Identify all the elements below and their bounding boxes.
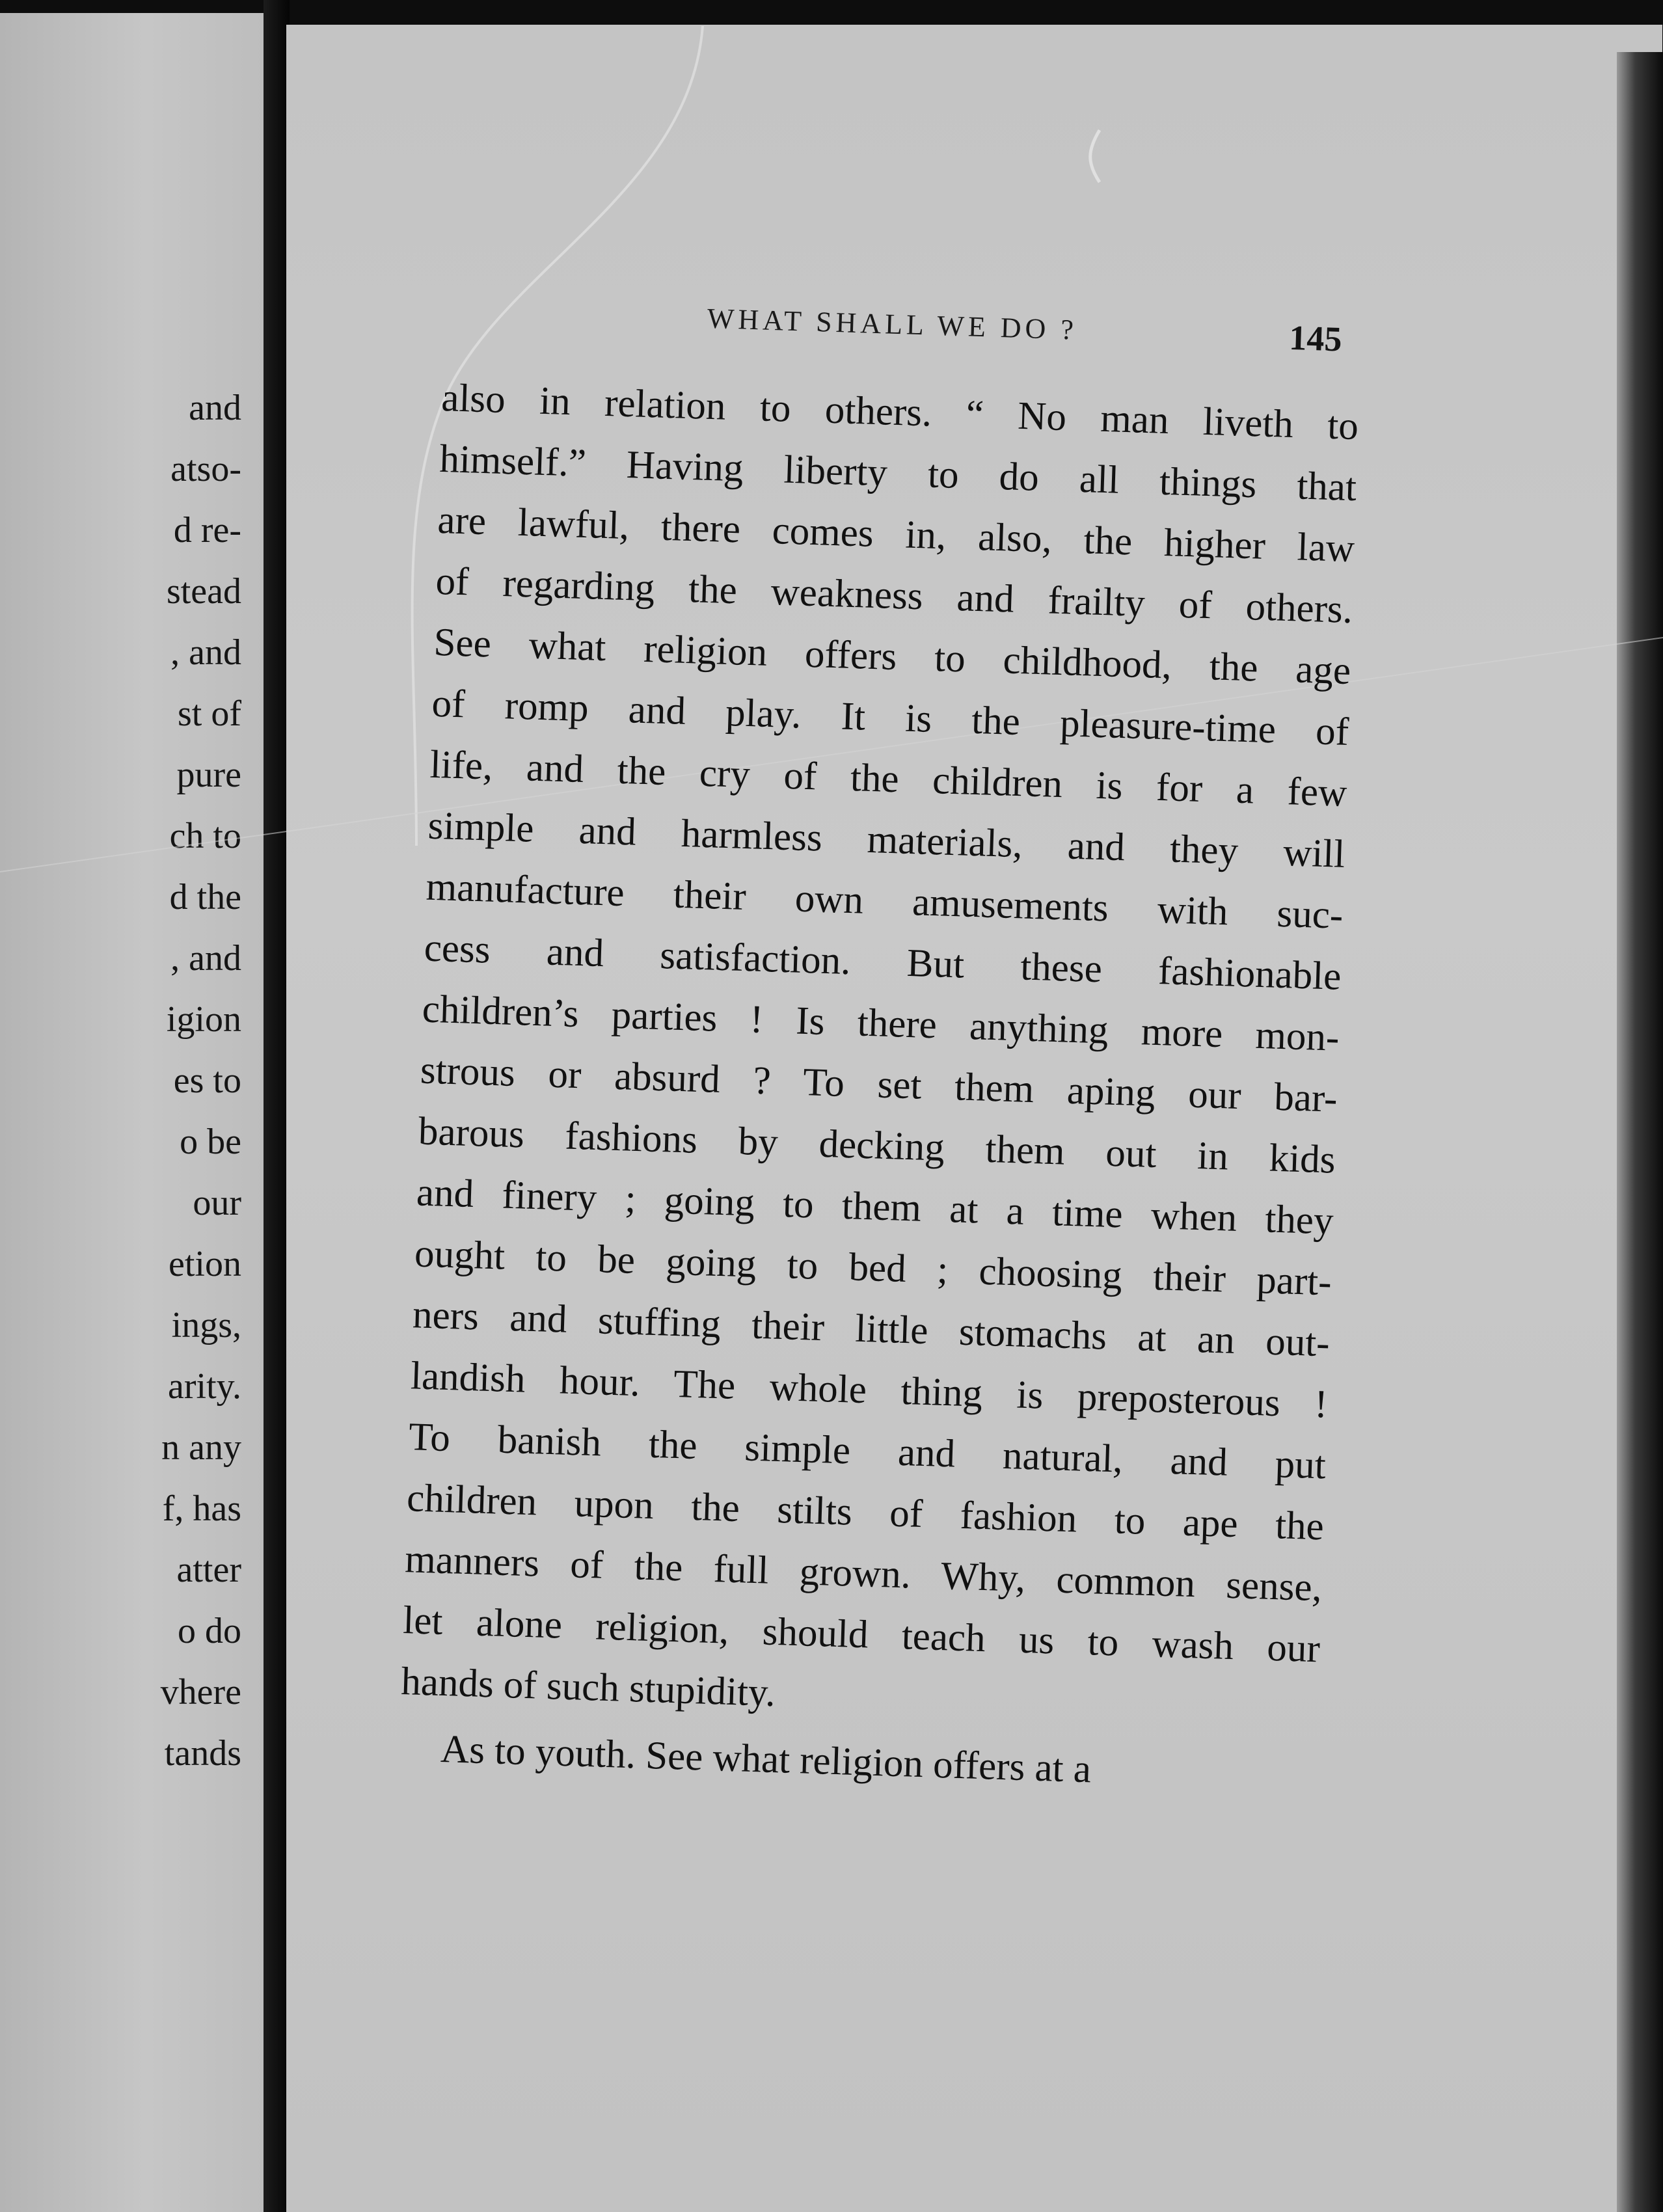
text-line: landish hour. The whole thing is preposterous ! xyxy=(410,1354,1329,1427)
text-line: children’s parties ! Is there anything more mon- xyxy=(421,987,1340,1060)
left-line: f, has xyxy=(162,1489,241,1529)
text-line: ners and stuffing their little stomachs at an out- xyxy=(412,1293,1331,1366)
text-line: life, and the cry of the children is for a few xyxy=(429,742,1348,815)
left-line: o be xyxy=(180,1122,241,1162)
page-body-text xyxy=(398,368,1359,1807)
book-gutter xyxy=(264,0,290,2212)
text-line: manufacture their own amusements with suc- xyxy=(425,865,1344,937)
text-line: ought to be going to bed ; choosing their part- xyxy=(414,1232,1332,1304)
left-line: d re- xyxy=(173,510,241,550)
left-line: and xyxy=(189,388,241,428)
text-line: See what religion offers to childhood, the age xyxy=(433,620,1352,694)
left-line: vhere xyxy=(160,1672,241,1712)
left-line: atso- xyxy=(170,449,241,489)
left-line: n any xyxy=(161,1427,241,1468)
page-number: 145 xyxy=(1288,317,1343,359)
text-line: of romp and play. It is the pleasure-time of xyxy=(431,681,1350,755)
text-line: of regarding the weakness and frailty of others. xyxy=(435,559,1354,632)
left-line: , and xyxy=(170,632,241,673)
text-line: cess and satisfaction. But these fashionable xyxy=(423,926,1342,999)
left-line: ch to xyxy=(169,816,241,856)
text-line: are lawful, there comes in, also, the higher law xyxy=(437,498,1355,571)
left-line: d the xyxy=(169,877,241,917)
left-line: ings, xyxy=(171,1305,241,1345)
left-line: st of xyxy=(178,694,241,734)
left-page-text-fragments xyxy=(161,377,241,1784)
text-line: strous or absurd ? To set them aping our bar- xyxy=(420,1048,1338,1121)
text-line-paragraph-end: hands of such stupidity. xyxy=(400,1660,776,1716)
text-line: also in relation to others. “ No man liveth to xyxy=(440,375,1359,449)
text-line-paragraph-start: As to youth. See what religion offers at a xyxy=(440,1727,1092,1792)
left-line: pure xyxy=(176,755,241,795)
left-line: igion xyxy=(166,999,241,1040)
left-line: our xyxy=(193,1183,241,1223)
text-line: himself.” Having liberty to do all things that xyxy=(439,437,1357,510)
left-line: tands xyxy=(164,1733,241,1774)
left-line: es to xyxy=(173,1060,241,1101)
left-line: etion xyxy=(169,1244,241,1284)
facing-page-left xyxy=(0,13,264,2212)
text-line: let alone religion, should teach us to wash our xyxy=(402,1598,1321,1671)
text-line: To banish the simple and natural, and put xyxy=(408,1415,1327,1488)
left-line: stead xyxy=(166,571,241,612)
text-line: barous fashions by decking them out in kids xyxy=(418,1109,1336,1182)
text-line: manners of the full grown. Why, common sense, xyxy=(404,1537,1323,1610)
running-head-title: WHAT SHALL WE DO ? xyxy=(707,302,1078,346)
text-line: children upon the stilts of fashion to ape the xyxy=(406,1476,1325,1549)
text-line: and finery ; going to them at a time when they xyxy=(416,1170,1334,1243)
page-edge-shadow xyxy=(1617,52,1663,2212)
text-line: simple and harmless materials, and they will xyxy=(427,803,1346,876)
left-line: o do xyxy=(178,1611,241,1651)
left-line: atter xyxy=(176,1550,241,1590)
left-line: , and xyxy=(170,938,241,978)
left-line: arity. xyxy=(168,1366,241,1407)
